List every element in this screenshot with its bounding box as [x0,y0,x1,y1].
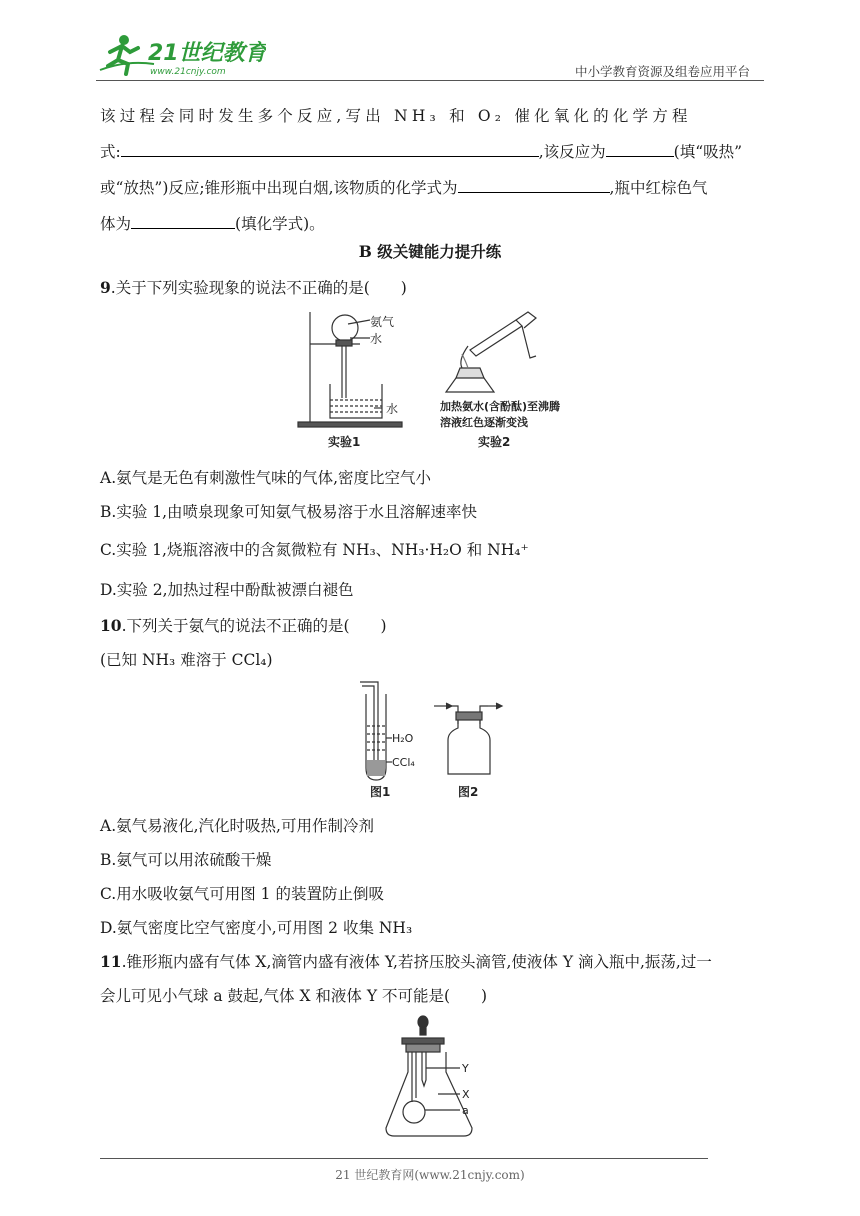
section-title: B 级关键能力提升练 [358,242,502,261]
q9-option-d: D.实验 2,加热过程中酚酞被漂白褪色 [100,581,354,599]
svg-text:Y: Y [462,1062,469,1075]
svg-text:H₂O: H₂O [392,732,414,745]
svg-text:a: a [462,1104,469,1117]
collection-bottle [434,703,502,774]
svg-text:图1: 图1 [370,785,391,799]
answer-blank-gas[interactable] [131,214,235,229]
header-divider [96,80,764,81]
q9-option-b: B.实验 1,由喷泉现象可知氨气极易溶于水且溶解速率快 [100,503,478,521]
svg-text:CCl₄: CCl₄ [392,756,415,769]
runner-icon [100,35,154,74]
q10-option-b: B.氨气可以用浓硫酸干燥 [100,851,272,869]
intro-line-2: 式: ,该反应为 (填“吸热” [100,143,743,161]
svg-text:水: 水 [370,332,383,346]
q11-stem-line-1: 11.锥形瓶内盛有气体 X,滴管内盛有液体 Y,若挤压胶头滴管,使液体 Y 滴入瓶中,振荡,过一 [100,952,712,971]
intro-line-3: 或“放热”)反应;锥形瓶中出现白烟,该物质的化学式为 ,瓶中红棕色气 [100,179,708,197]
q10-note: (已知 NH₃ 难溶于 CCl₄) [100,651,273,669]
answer-blank-equation[interactable] [121,142,539,157]
q10-option-d: D.氨气密度比空气密度小,可用图 2 收集 NH₃ [100,919,413,937]
svg-text:实验1: 实验1 [328,435,361,449]
svg-text:图2: 图2 [458,785,479,799]
q10-figure [340,676,520,804]
heating-apparatus [446,312,536,392]
q11-stem-line-2: 会儿可见小气球 a 鼓起,气体 X 和液体 Y 不可能是( ) [100,987,488,1005]
q11-number: 11 [100,952,122,971]
svg-text:X: X [462,1088,470,1101]
q9-stem: 9.关于下列实验现象的说法不正确的是( ) [100,278,407,297]
answer-blank-smoke[interactable] [458,178,610,193]
q10-option-a: A.氨气易液化,汽化时吸热,可用作制冷剂 [100,817,374,835]
platform-name: 中小学教育资源及组卷应用平台 [575,64,751,79]
footer-link[interactable]: 21 世纪教育网(www.21cnjy.com) [335,1168,525,1182]
flask-apparatus [386,1016,472,1136]
q9-number: 9 [100,278,111,297]
svg-text:加热氨水(含酚酞)至沸腾: 加热氨水(含酚酞)至沸腾 [440,400,561,413]
svg-text:水: 水 [386,402,399,416]
intro-line-4: 体为 (填化学式)。 [100,215,325,233]
q9-option-c: C.实验 1,烧瓶溶液中的含氮微粒有 NH₃、NH₃·H₂O 和 NH₄⁺ [100,541,529,559]
q11-figure [380,1014,490,1142]
svg-text:21世纪教育: 21世纪教育 [148,41,266,66]
svg-text:溶液红色逐渐变浅: 溶液红色逐渐变浅 [440,416,528,429]
intro-line-1: 该过程会同时发生多个反应,写出 NH₃ 和 O₂ 催化氧化的化学方程 [100,107,692,125]
site-logo [96,30,266,80]
q10-number: 10 [100,616,122,635]
footer-divider [100,1158,708,1159]
answer-blank-heat[interactable] [606,142,674,157]
svg-text:实验2: 实验2 [478,435,511,449]
q9-option-a: A.氨气是无色有刺激性气味的气体,密度比空气小 [100,469,432,487]
q9-figure [290,306,580,458]
q10-option-c: C.用水吸收氨气可用图 1 的装置防止倒吸 [100,885,384,903]
absorption-tube [360,682,392,780]
svg-text:氨气: 氨气 [370,315,395,329]
svg-text:www.21cnjy.com: www.21cnjy.com [150,67,226,77]
q10-stem: 10.下列关于氨气的说法不正确的是( ) [100,616,387,635]
